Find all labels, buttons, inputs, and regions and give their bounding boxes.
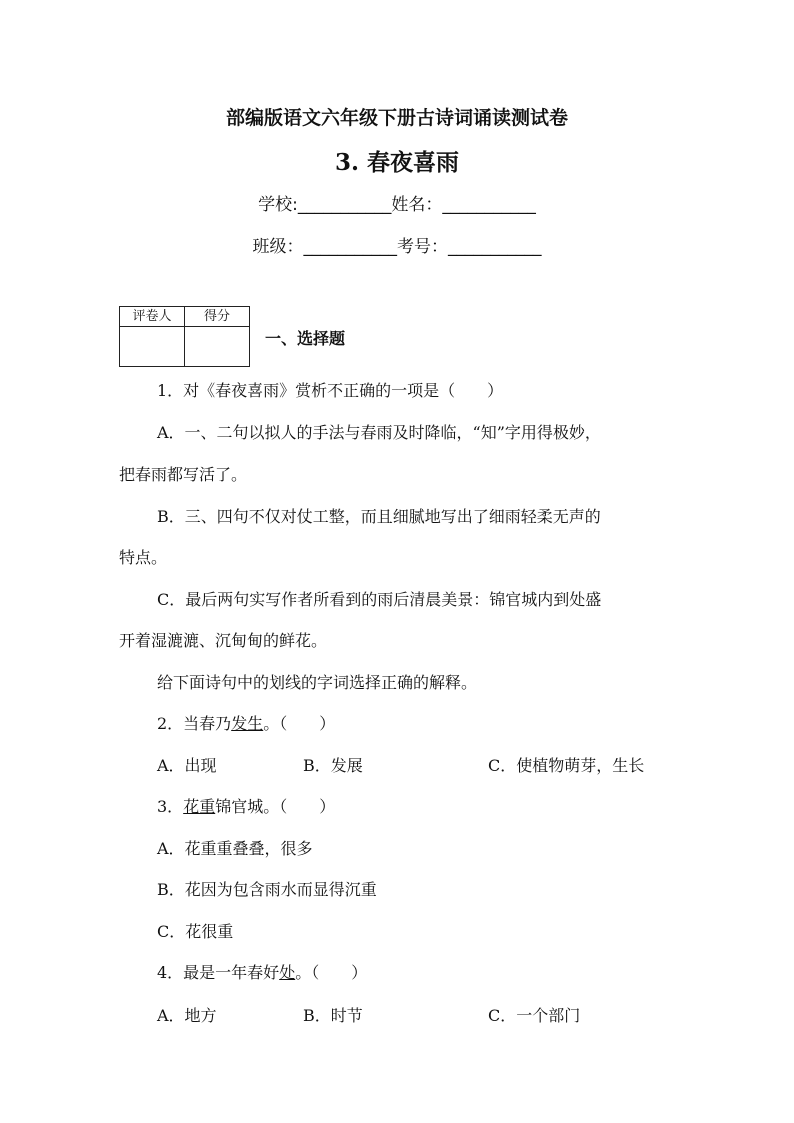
- q1-option-a: A．一、二句以拟人的手法与春雨及时降临，“知”字用得极妙，: [157, 423, 601, 442]
- q1-option-b-cont: 特点。: [119, 548, 168, 567]
- q4-stem: 4．最是一年春好处。（ ）: [157, 963, 368, 982]
- q1-stem: 1．对《春夜喜雨》赏析不正确的一项是（ ）: [157, 381, 504, 400]
- section-title: 一、选择题: [265, 329, 346, 348]
- school-name-line: 学校:___________姓名：___________: [258, 195, 536, 215]
- q1-option-c: C．最后两句实写作者所看到的雨后清晨美景：锦官城内到处盛: [157, 590, 602, 609]
- instruction-text: 给下面诗句中的划线的字词选择正确的解释。: [157, 673, 478, 692]
- q2-option-c: C．使植物萌芽，生长: [488, 756, 645, 775]
- q3-stem: 3．花重锦官城。（ ）: [157, 797, 336, 816]
- q3-option-b: B．花因为包含雨水而显得沉重: [157, 880, 377, 899]
- q4-option-a: A．地方: [157, 1006, 217, 1025]
- grader-cell: [120, 327, 185, 367]
- q4-option-c: C．一个部门: [488, 1006, 581, 1025]
- q3-underlined-word: 花重: [183, 797, 216, 816]
- class-number-line: 班级：___________考号：___________: [252, 237, 542, 257]
- q3-option-a: A．花重重叠叠，很多: [157, 839, 313, 858]
- q4-underlined-word: 处: [279, 963, 296, 982]
- document-title: 部编版语文六年级下册古诗词诵读测试卷: [225, 107, 568, 129]
- grader-score-table: [119, 306, 250, 367]
- grader-header: 评卷人: [120, 307, 185, 327]
- q2-option-b: B．发展: [303, 756, 363, 775]
- q1-option-a-cont: 把春雨都写活了。: [119, 465, 248, 484]
- q1-option-c-cont: 开着湿漉漉、沉甸甸的鲜花。: [119, 631, 328, 650]
- q2-stem: 2．当春乃发生。（ ）: [157, 714, 336, 733]
- poem-title: 3. 春夜喜雨: [334, 149, 460, 176]
- score-header: 得分: [185, 307, 250, 327]
- q4-option-b: B．时节: [303, 1006, 363, 1025]
- score-cell: [185, 327, 250, 367]
- q1-option-b: B．三、四句不仅对仗工整，而且细腻地写出了细雨轻柔无声的: [157, 507, 601, 526]
- q2-underlined-word: 发生: [231, 714, 264, 733]
- q3-option-c: C．花很重: [157, 922, 234, 941]
- q2-option-a: A．出现: [157, 756, 217, 775]
